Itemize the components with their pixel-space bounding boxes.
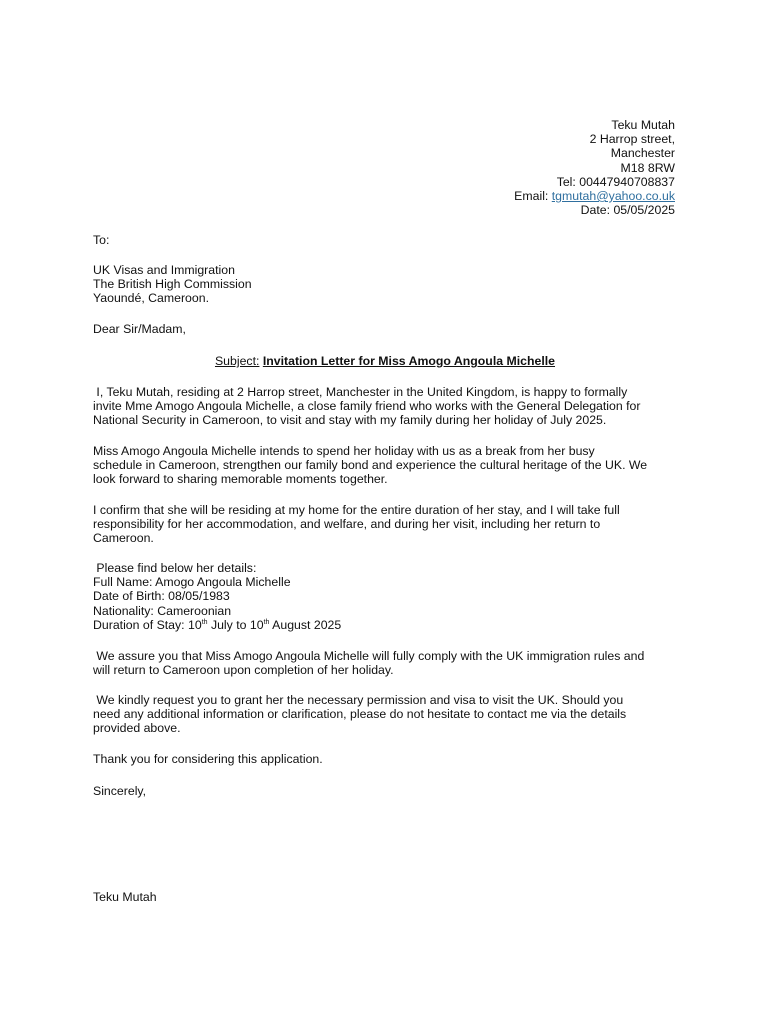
recipient-address-block (93, 263, 679, 306)
paragraph-request (93, 693, 679, 736)
paragraph-line: provided above. (93, 721, 181, 736)
paragraph-line: We kindly request you to grant her the necessary permission and visa to visit the UK. Should you (93, 693, 624, 707)
paragraph-invitation (93, 385, 679, 428)
paragraph-line: invite Mme Amogo Angoula Michelle, a close family friend who works with the General Delegation for (93, 399, 641, 414)
recipient-line-1: UK Visas and Immigration (93, 263, 235, 277)
paragraph-compliance (93, 649, 679, 677)
duration-sup-2: th (263, 618, 270, 626)
subject-label: Subject: (214, 354, 260, 368)
duration-prefix: Duration of Stay: 10 (93, 617, 202, 632)
sender-postcode: M18 8RW (620, 160, 675, 175)
paragraph-line: need any additional information or clarification, please do not hesitate to contact me via the details (93, 707, 627, 722)
signoff: Sincerely, (93, 784, 147, 798)
sender-tel: Tel: 00447940708837 (556, 174, 675, 189)
subject-text: Invitation Letter for Miss Amogo Angoula Michelle (262, 354, 556, 368)
paragraph-purpose (93, 444, 679, 487)
paragraph-line: look forward to sharing memorable moments together. (93, 472, 388, 487)
duration-sup-1: th (201, 618, 208, 626)
salutation: Dear Sir/Madam, (93, 322, 186, 336)
paragraph-line: I confirm that she will be residing at my home for the entire duration of her stay, and I will take full (93, 503, 620, 517)
subject-line (93, 354, 677, 368)
paragraph-line: Cameroon. (93, 531, 154, 546)
sender-email-link[interactable]: tgmutah@yahoo.co.uk (551, 189, 675, 204)
paragraph-line: Miss Amogo Angoula Michelle intends to spend her holiday with us as a break from her busy (93, 444, 595, 458)
recipient-line-2: The British High Commission (93, 277, 252, 292)
paragraph-line: I, Teku Mutah, residing at 2 Harrop street, Manchester in the United Kingdom, is happy to formally (93, 385, 628, 399)
paragraph-line: will return to Cameroon upon completion of her holiday. (93, 663, 394, 678)
paragraph-line: National Security in Cameroon, to visit and stay with my family during her holiday of July 2025. (93, 413, 607, 428)
sender-email-label: Email: (514, 189, 552, 204)
details-full-name: Full Name: Amogo Angoula Michelle (93, 575, 291, 590)
to-label: To: (93, 233, 110, 247)
recipient-line-3: Yaoundé, Cameroon. (93, 291, 209, 306)
sender-name: Teku Mutah (611, 118, 675, 132)
details-dob: Date of Birth: 08/05/1983 (93, 589, 230, 604)
sender-address-block (514, 118, 675, 217)
details-intro: Please find below her details: (93, 561, 257, 575)
sender-email-line (514, 189, 675, 203)
sender-city: Manchester (610, 146, 675, 161)
letter-date: Date: 05/05/2025 (580, 203, 675, 218)
guest-details-block (93, 561, 679, 632)
paragraph-line: schedule in Cameroon, strengthen our family bond and experience the cultural heritage of the UK. We (93, 458, 648, 473)
sender-street: 2 Harrop street, (589, 132, 675, 147)
details-nationality: Nationality: Cameroonian (93, 603, 232, 618)
details-duration (93, 618, 679, 632)
paragraph-thanks: Thank you for considering this application. (93, 752, 323, 766)
duration-mid: July to 10 (207, 617, 264, 632)
paragraph-confirmation (93, 503, 679, 546)
paragraph-line: responsibility for her accommodation, and welfare, and during her visit, including her return to (93, 517, 601, 532)
duration-suffix: August 2025 (269, 617, 342, 632)
signature-name: Teku Mutah (93, 890, 157, 904)
paragraph-line: We assure you that Miss Amogo Angoula Michelle will fully comply with the UK immigration rules and (93, 649, 645, 663)
